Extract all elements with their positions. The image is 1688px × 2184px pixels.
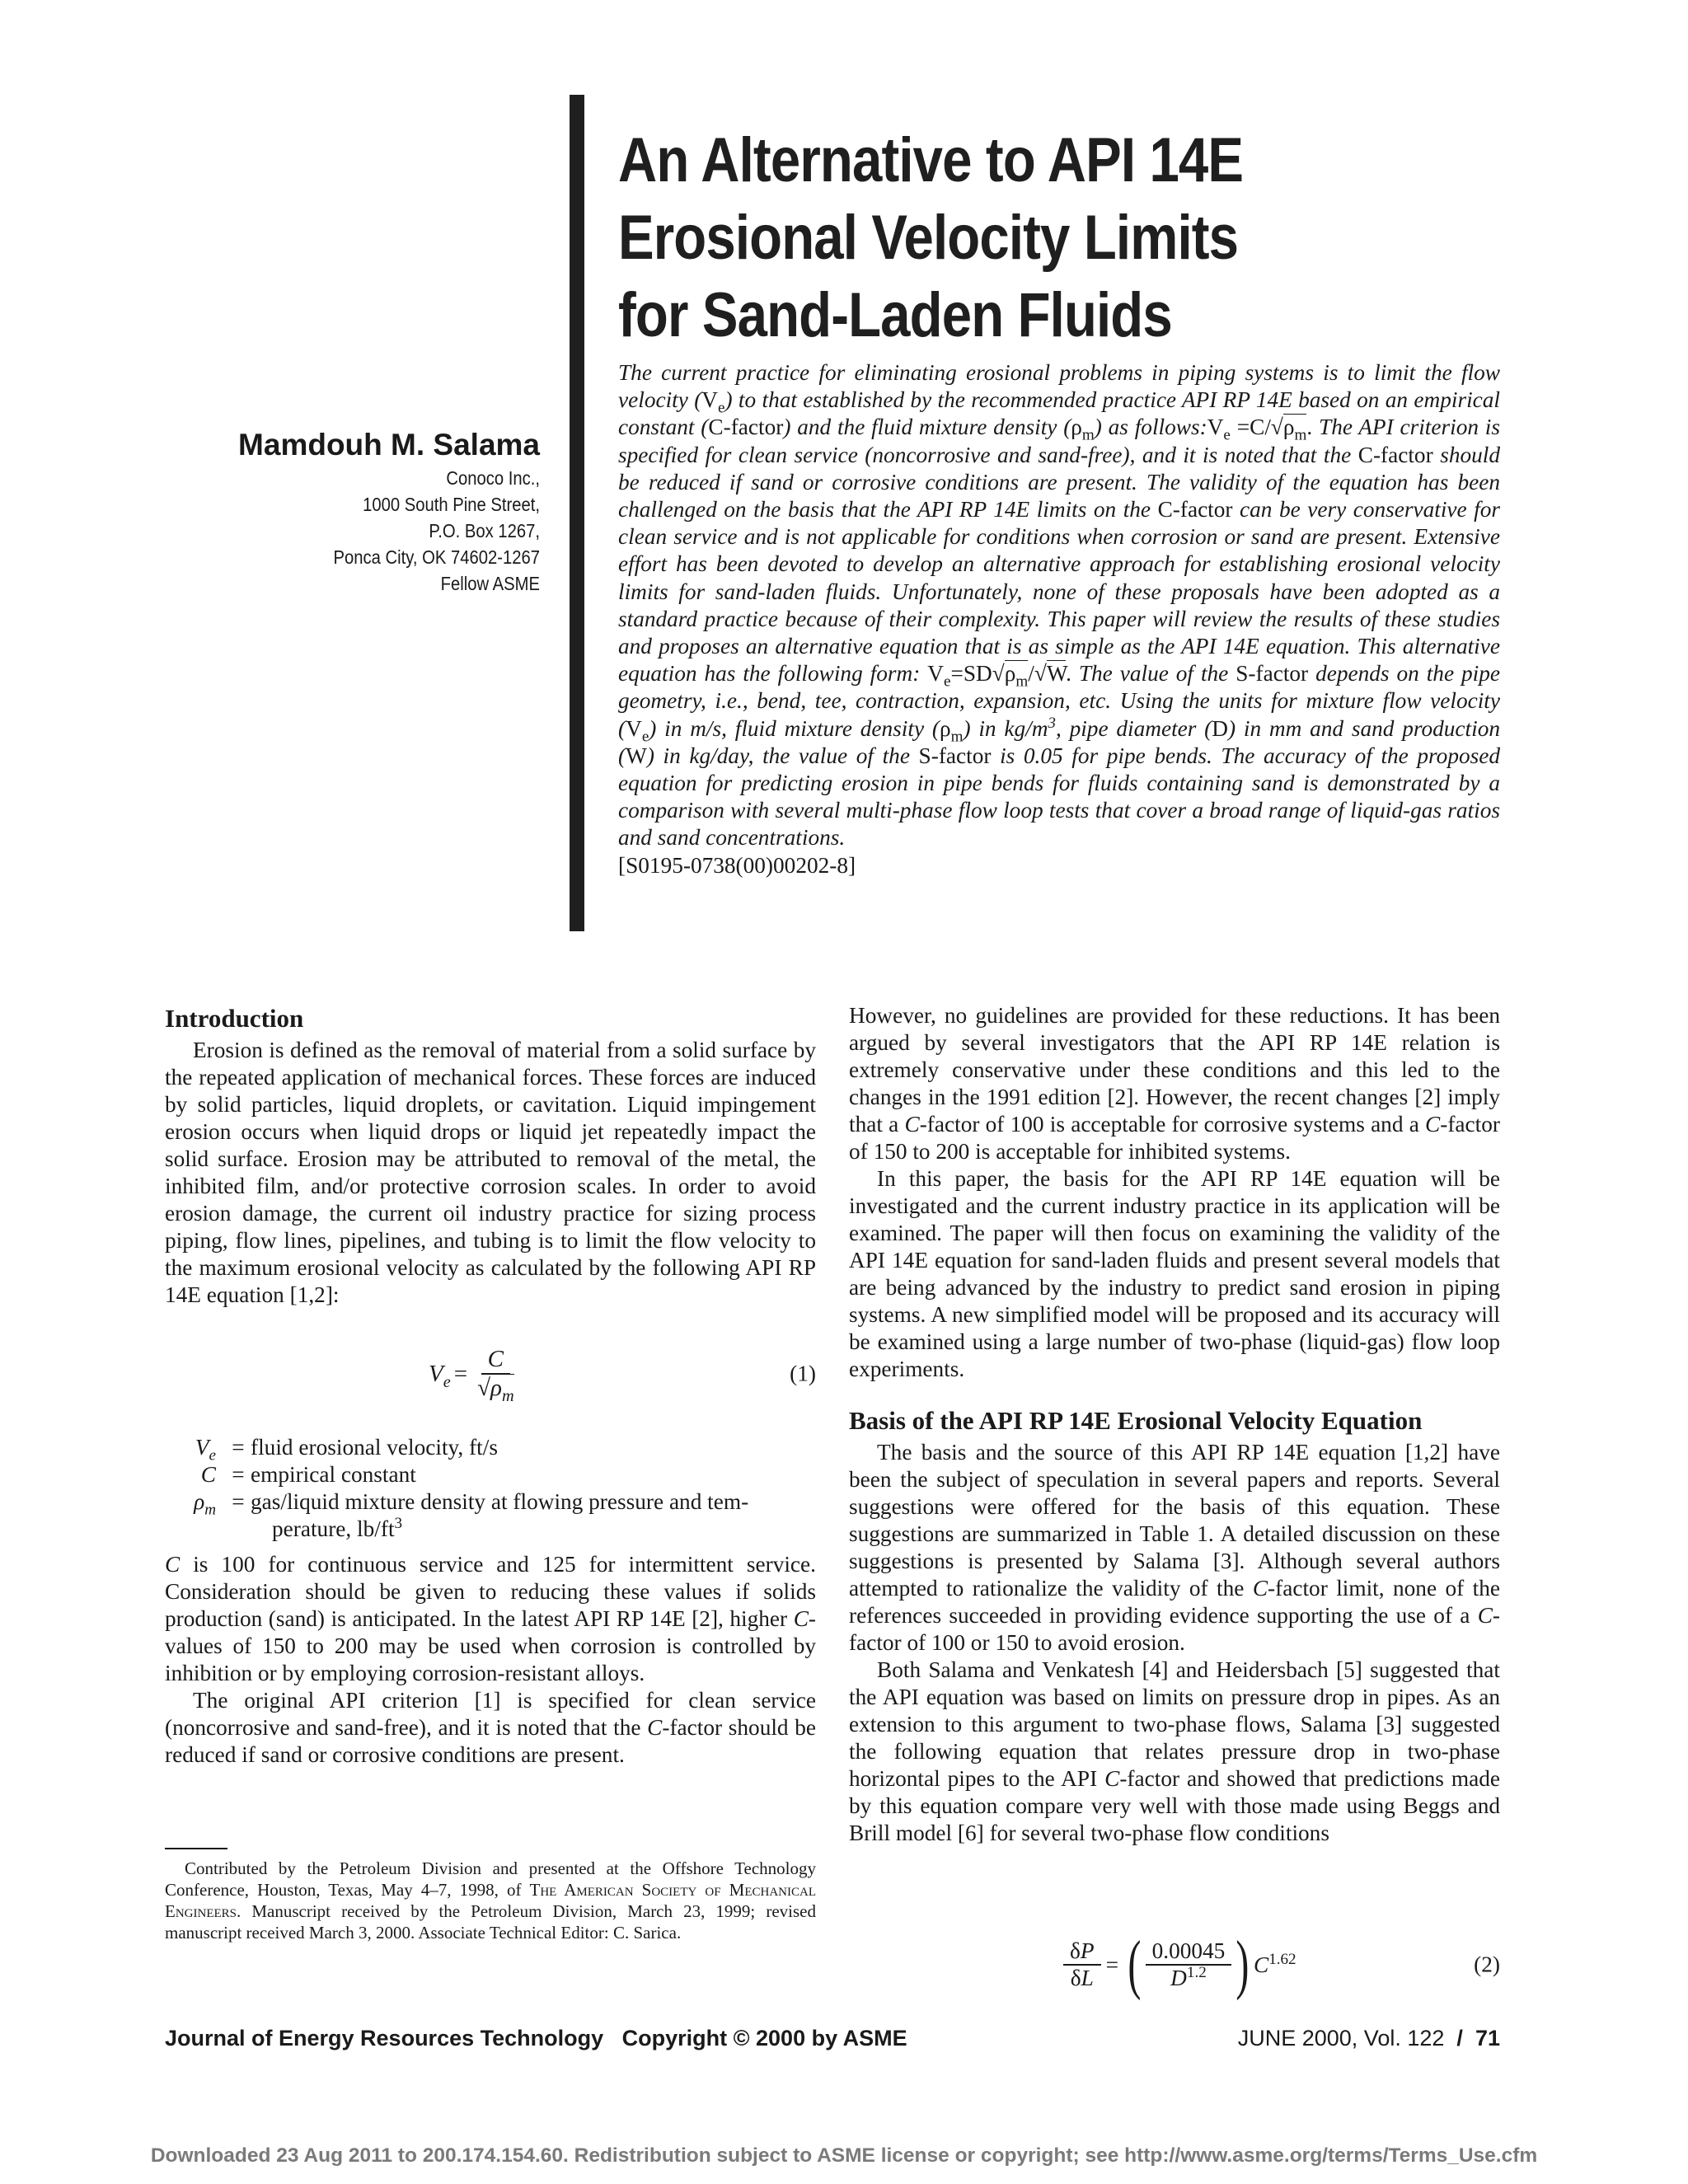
body-paragraph: The basis and the source of this API RP 14E equation [1,2] have been the subject of speculation in several papers and reports. Several suggestions were offered for the basis of this equation. These suggestions are summarized in Table 1. A detailed discussion on these suggestions is presented by Salama [3]. Although several authors attempted to rationalize the validity of the C-factor limit, none of the references succeeded in providing evidence supporting the use of a C-factor of 100 or 150 to avoid erosion.	[849, 1440, 1500, 1655]
title-line: Erosional Velocity Limits	[618, 203, 1239, 273]
title-line: An Alternative to API 14E	[618, 125, 1244, 195]
title-accent-bar	[570, 95, 584, 931]
body-paragraph: In this paper, the basis for the API RP 14E equation will be investigated and the current industry practice in its application will be examined. The paper will then focus on examining the validity of the API 14E equation for sand-laden fluids and present several models that are being advanced by the industry to predict sand erosion in piping systems. A new simplified model will be proposed and its accuracy will be examined using a large number of two-phase (liquid-gas) flow loop experiments.	[849, 1166, 1500, 1381]
author-affiliation: P.O. Box 1267,	[429, 520, 540, 541]
equation-1-body: $V_e$ = $\frac{C}{√\rho_m}$	[429, 1346, 514, 1405]
page-number: 71	[1475, 2026, 1500, 2050]
author-affiliation: 1000 South Pine Street,	[363, 494, 540, 515]
body-paragraph: However, no guidelines are provided for these reductions. It has been argued by several investigators that the API RP 14E relation is extremely conservative under these conditions and this led to the changes in the 1991 edition [2]. However, the recent changes [2] imply that a C-factor of 100 is acceptable for corrosive systems and a C-factor of 150 to 200 is acceptable for inhibited systems.	[849, 1003, 1500, 1164]
abstract: The current practice for eliminating erosional problems in piping systems is to limit the flow velocity $(V_e)$ to that established by the recommended practice API RP 14E based on an empirical constant (C-factor) and the fluid mixture density $(\rho_m)$ as $follows:V_e =C/√\rho_m$. The API criterion is specified for clean service (noncorrosive and sand-free), and it is noted that the C-factor should be reduced if sand or corrosive conditions are present. The validity of the equation has been challenged on the basis that the API RP 14E limits on the C-factor can be very conservative for clean service and is not applicable for conditions when corrosion or sand are present. Extensive effort has been devoted to develop an alternative approach for establishing erosional velocity limits for sand-laden fluids. Unfortunately, none of these proposals have been adopted as a standard practice because of their complexity. This paper will review the results of these studies and proposes an alternative equation that is as simple as the API 14E equation. This alternative equation has the following form: $V_e=SD√\rho_m/√W$. The value of the S-factor depends on the pipe geometry, i.e., bend, tee, contraction, expansion, etc. Using the units for mixture flow velocity $(V_e)$ in m/s, fluid mixture density $(\rho_m)$ in $kg/m^3$, pipe diameter (D) in mm and sand production (W) in kg/day, the value of the S-factor is 0.05 for pipe bends. The accuracy of the proposed equation for predicting erosion in pipe bends for fluids containing sand is demonstrated by a comparison with several multi-phase flow loop tests that cover a broad range of liquid-gas ratios and sand concentrations. [S0195-0738(00)00202-8]	[618, 359, 1500, 879]
equation-2-body: $\frac{\delta P}{\delta L}$ = ( $\frac{0.00045}{D^{1.2}}$ ) $C^{1.62}$	[1063, 1924, 1296, 2006]
equation-1-number: (1)	[790, 1361, 816, 1386]
section-heading-basis: Basis of the API RP 14E Erosional Velocity Equation	[849, 1406, 1423, 1435]
footer-issue: JUNE 2000, Vol. 122 / 71	[1237, 2026, 1500, 2050]
intro-paragraph: Erosion is defined as the removal of material from a solid surface by the repeated application of mechanical forces. These forces are induced by solid particles, liquid droplets, or cavitation. Liquid impingement erosion occurs when liquid drops or liquid jet repeatedly impact the solid surface. Erosion may be attributed to removal of the metal, the inhibited film, and/or protective corrosion scales. In order to avoid erosion damage, the current oil industry practice for sizing process piping, flow lines, pipelines, and tubing is to limit the flow velocity to the maximum erosional velocity as calculated by the following API RP 14E equation [1,2]:	[165, 1038, 816, 1307]
paper-title	[618, 122, 1398, 354]
footnote: Contributed by the Petroleum Division and presented at the Offshore Technology Conference, Houston, Texas, May 4–7, 1998, of The American Society of Mechanical Engineers. Manuscript received by the Petroleum Division, March 23, 1999; revised manuscript received March 3, 2000. Associate Technical Editor: C. Sarica.	[165, 1858, 816, 1943]
footer-journal	[165, 2026, 907, 2051]
download-notice: Downloaded 23 Aug 2011 to 200.174.154.60. Redistribution subject to ASME license or copyright; see http://www.asme.org/terms/Terms_Use.cfm	[150, 2144, 1538, 2167]
variable-row: $\rho_m$ = gas/liquid mixture density at flowing pressure and tem- perature, $lb/ft^3$	[194, 1489, 749, 1541]
equation-2-number: (2)	[1474, 1952, 1500, 1977]
author-block	[165, 425, 540, 597]
equation-1	[165, 1329, 816, 1419]
equation-2	[849, 1924, 1500, 2006]
intro-paragraph: C is 100 for continuous service and 125 for intermittent service. Consideration should be given to reducing these values if solids production (sand) is anticipated. In the latest API RP 14E [2], higher C-values of 150 to 200 may be used when corrosion is controlled by inhibition or by employing corrosion-resistant alloys.	[165, 1552, 816, 1685]
variable-row: C = empirical constant	[200, 1462, 416, 1487]
body-paragraph: Both Salama and Venkatesh [4] and Heidersbach [5] suggested that the API equation was based on limits on pressure drop in pipes. As an extension to this argument to two-phase flows, Salama [3] suggested the following equation that relates pressure drop in two-phase horizontal pipes to the API C-factor and showed that predictions made by this equation compare very well with those made using Beggs and Brill model [6] for several two-phase flow conditions	[849, 1657, 1500, 1845]
author-affiliation: Fellow ASME	[440, 573, 540, 594]
right-column	[849, 1002, 1500, 1847]
doi-code: [S0195-0738(00)00202-8]	[618, 852, 856, 878]
journal-name: Journal of Energy Resources Technology	[165, 2026, 604, 2050]
intro-paragraph: The original API criterion [1] is specified for clean service (noncorrosive and sand-free), and it is noted that the C-factor should be reduced if sand or corrosive conditions are present.	[165, 1688, 817, 1767]
variable-definitions	[165, 1434, 748, 1543]
section-heading-introduction: Introduction	[165, 1004, 304, 1033]
footnote-rule	[165, 1848, 227, 1849]
title-line: for Sand-Laden Fluids	[618, 280, 1172, 350]
copyright: Copyright © 2000 by ASME	[621, 2026, 907, 2050]
author-name: Mamdouh M. Salama	[238, 428, 540, 462]
author-affiliation: Ponca City, OK 74602-1267	[333, 546, 540, 568]
left-column	[165, 1002, 816, 1769]
variable-row: $V_e$ = fluid erosional velocity, ft/s	[195, 1435, 498, 1465]
issue-info: JUNE 2000, Vol. 122	[1237, 2026, 1445, 2050]
author-affiliation: Conoco Inc.,	[446, 467, 540, 489]
